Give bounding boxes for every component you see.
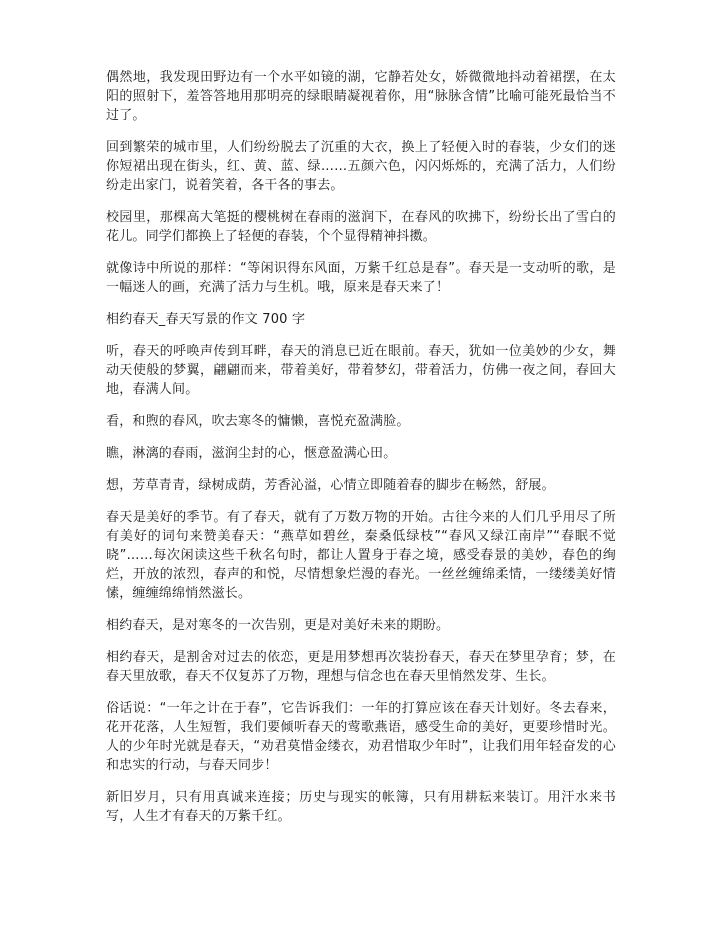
paragraph-farewell: 相约春天，是对寒冬的一次告别，更是对美好未来的期盼。 [106, 618, 450, 633]
paragraph-conclusion: 新旧岁月，只有用真诚来连接；历史与现实的帐簿，只有用耕耘来装订。用汗水来书写，人生才有春天的万紫千红。 [106, 790, 616, 824]
paragraph-campus: 校园里，那棵高大笔挺的樱桃树在春雨的滋润下，在春风的吹拂下，纷纷长出了雪白的花儿。同学们都换上了轻便的春装，个个显得精神抖擞。 [106, 210, 616, 244]
section-heading: 相约春天_春天写景的作文 700 字 [106, 312, 306, 327]
paragraph-proverb: 俗话说：“一年之计在于春”，它告诉我们：一年的打算应该在春天计划好。冬去春来，花开花落，人生短暂，我们要倾听春天的莺歌燕语，感受生命的美好，更要珍惜时光。人的少年时光就是春天，“劝君莫惜金缕衣，劝君惜取少年时”，让我们用年轻奋发的心和忠实的行动，与春天同步！ [106, 701, 616, 773]
paragraph-city: 回到繁荣的城市里，人们纷纷脱去了沉重的大衣，换上了轻便入时的春装，少女们的迷你短裙出现在街头，红、黄、蓝、绿……五颜六色，闪闪烁烁的，充满了活力，人们纷纷走出家门，说着笑着，各干各的事去。 [106, 140, 616, 193]
paragraph-see: 瞧，淋漓的春雨，滋润尘封的心，惬意盈满心田。 [106, 446, 397, 461]
paragraph-lake: 偶然地，我发现田野边有一个水平如镜的湖，它静若处女，娇微微地抖动着裙摆，在太阳的照射下，羞答答地用那明亮的绿眼睛凝视着你，用“脉脉含情”比喻可能死最恰当不过了。 [106, 70, 616, 123]
paragraph-look: 看，和煦的春风，吹去寒冬的慵懒，喜悦充盈满脸。 [106, 414, 410, 429]
paragraph-think: 想，芳草青青，绿树成荫，芳香沁溢，心情立即随着春的脚步在畅然，舒展。 [106, 478, 555, 493]
paragraph-listen: 听，春天的呼唤声传到耳畔，春天的消息已近在眼前。春天，犹如一位美妙的少女，舞动天使般的梦翼，翩翩而来，带着美好，带着梦幻，带着活力，仿佛一夜之间，春回大地，春满人间。 [106, 344, 616, 397]
paragraph-dream: 相约春天，是割舍对过去的依恋，更是用梦想再次装扮春天，春天在梦里孕育；梦，在春天里放歌，春天不仅复苏了万物，理想与信念也在春天里悄然发芽、生长。 [106, 650, 616, 684]
paragraph-beautiful-season: 春天是美好的季节。有了春天，就有了万数万物的开始。古往今来的人们几乎用尽了所有美好的词句来赞美春天：“燕草如碧丝，秦桑低绿枝”“春风又绿江南岸”“春眠不觉晓”……每次闲读这些千秋名句时，都让人置身于春之境，感受春景的美妙，春色的绚烂，开放的浓烈，春声的和悦，尽情想象烂漫的春光。一丝丝缠绵柔情，一缕缕美好情愫，缠缠绵绵悄然滋长。 [106, 510, 616, 601]
paragraph-poem: 就像诗中所说的那样：“等闲识得东风面，万紫千红总是春”。春天是一支动听的歌，是一幅迷人的画，充满了活力与生机。哦，原来是春天来了！ [106, 261, 616, 295]
document-body [106, 68, 616, 839]
